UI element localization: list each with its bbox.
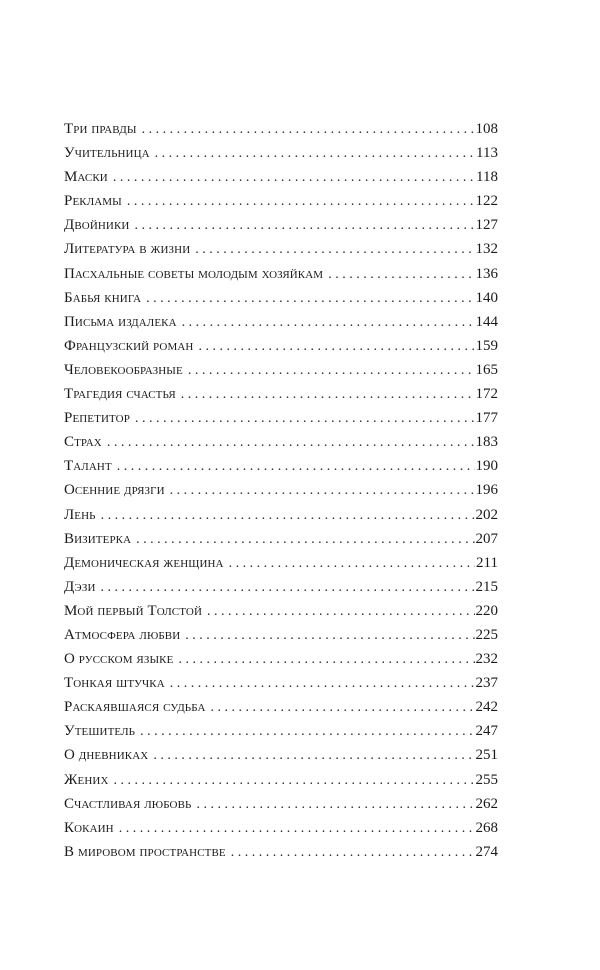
entry-title: Осенние дрязги [64,482,165,499]
entry-title: Трагедия счастья [64,386,176,403]
entry-page-number: 262 [475,795,498,812]
entry-page-number: 242 [475,699,498,716]
dot-leader [188,359,475,383]
toc-entry [64,599,498,623]
entry-title: Человекообразные [64,361,183,378]
entry-page-number: 177 [475,410,498,427]
entry-page-number: 165 [475,361,498,378]
dot-leader [134,214,474,238]
dot-leader [182,311,475,335]
toc-entry [64,430,498,454]
entry-page-number: 268 [475,819,498,836]
table-of-contents [64,117,498,864]
entry-page-number: 190 [475,458,498,475]
dot-leader [135,407,475,431]
toc-entry [64,719,498,743]
entry-title: Жених [64,771,109,788]
entry-title: Счастливая любовь [64,795,192,812]
entry-page-number: 127 [475,217,498,234]
entry-title: Тонкая штучка [64,675,165,692]
entry-page-number: 144 [475,313,498,330]
entry-title: Пасхальные советы молодым хозяйкам [64,265,324,282]
entry-page-number: 274 [475,843,498,860]
toc-entry [64,454,498,478]
toc-entry [64,671,498,695]
toc-entry [64,237,498,261]
toc-entry [64,213,498,237]
toc-entry [64,406,498,430]
dot-leader [195,238,474,262]
entry-page-number: 215 [475,578,498,595]
entry-title: Три правды [64,121,137,137]
toc-entry [64,262,498,286]
entry-page-number: 225 [475,626,498,643]
entry-page-number: 211 [476,554,498,571]
dot-leader [170,479,475,503]
toc-entry [64,551,498,575]
toc-entry [64,743,498,767]
entry-title: Письма издалека [64,313,177,330]
entry-page-number: 232 [475,651,498,668]
toc-entry [64,334,498,358]
dot-leader [328,263,474,287]
dot-leader [113,166,475,190]
entry-title: Кокаин [64,819,114,836]
toc-entry [64,647,498,671]
entry-title: Атмосфера любви [64,626,181,643]
entry-title: Бабья книга [64,289,142,306]
toc-entry [64,478,498,502]
toc-entry [64,310,498,334]
toc-entry [64,623,498,647]
entry-page-number: 237 [475,675,498,692]
toc-entry [64,575,498,599]
entry-page-number: 196 [475,482,498,499]
entry-page-number: 159 [475,337,498,354]
entry-page-number: 220 [475,602,498,619]
dot-leader [142,118,475,142]
dot-leader [136,528,474,552]
entry-title: Раскаявшаяся судьба [64,699,206,716]
entry-page-number: 172 [475,386,498,403]
dot-leader [100,576,474,600]
toc-entry [64,117,498,141]
dot-leader [107,431,475,455]
entry-title: Французский роман [64,337,194,354]
toc-entry [64,358,498,382]
dot-leader [178,648,474,672]
entry-page-number: 207 [475,530,498,547]
entry-page-number: 108 [475,121,498,137]
toc-entry [64,141,498,165]
entry-title: О дневниках [64,747,149,764]
dot-leader [211,696,475,720]
entry-title: О русском языке [64,651,174,668]
dot-leader [155,142,475,166]
entry-title: Репетитор [64,410,130,427]
entry-page-number: 140 [475,289,498,306]
entry-page-number: 255 [475,771,498,788]
toc-entry [64,768,498,792]
entry-title: Талант [64,458,112,475]
toc-entry [64,286,498,310]
dot-leader [196,793,474,817]
dot-leader [127,190,475,214]
dot-leader [198,335,474,359]
entry-title: Двойники [64,217,130,234]
entry-page-number: 251 [475,747,498,764]
toc-entry [64,816,498,840]
dot-leader [146,287,474,311]
entry-title: Страх [64,434,102,451]
dot-leader [231,841,475,865]
entry-title: Рекламы [64,193,122,210]
entry-page-number: 132 [475,241,498,258]
entry-page-number: 183 [475,434,498,451]
entry-title: Дэзи [64,578,96,595]
entry-page-number: 113 [476,145,498,162]
entry-title: Визитерка [64,530,132,547]
dot-leader [207,600,475,624]
dot-leader [119,817,475,841]
toc-entry [64,840,498,864]
toc-entry [64,792,498,816]
entry-title: Литература в жизни [64,241,191,258]
entry-title: Лень [64,506,96,523]
entry-title: Мой первый Толстой [64,602,202,619]
toc-entry [64,165,498,189]
dot-leader [117,455,475,479]
entry-page-number: 122 [475,193,498,210]
dot-leader [170,672,475,696]
entry-title: В мировом пространстве [64,843,226,860]
entry-title: Маски [64,169,108,186]
toc-entry [64,695,498,719]
dot-leader [140,720,474,744]
entry-page-number: 247 [475,723,498,740]
entry-title: Утешитель [64,723,136,740]
dot-leader [101,504,475,528]
dot-leader [229,552,475,576]
dot-leader [153,744,474,768]
dot-leader [185,624,474,648]
entry-page-number: 136 [475,265,498,282]
dot-leader [114,769,475,793]
dot-leader [181,383,475,407]
toc-entry [64,503,498,527]
toc-entry [64,189,498,213]
entry-page-number: 118 [476,169,498,186]
toc-entry [64,382,498,406]
entry-page-number: 202 [475,506,498,523]
entry-title: Учительница [64,145,150,162]
entry-title: Демоническая женщина [64,554,224,571]
toc-entry [64,527,498,551]
